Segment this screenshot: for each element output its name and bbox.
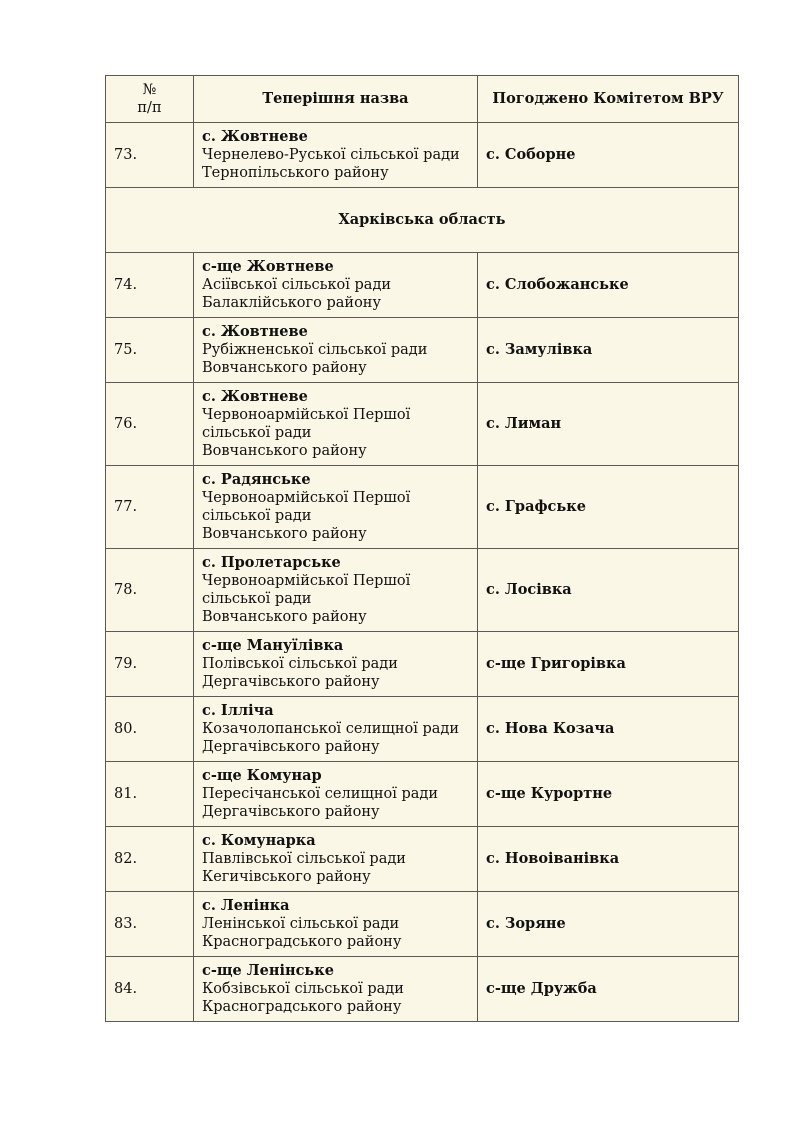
table-row	[106, 697, 739, 762]
header-number-symbol: №	[142, 82, 157, 98]
header-current-name: Теперішня назва	[194, 76, 478, 123]
table-row	[106, 827, 739, 892]
detail-line: Вовчанського району	[202, 360, 367, 376]
current-name: с-ще Комунар	[202, 767, 322, 784]
current-name-cell	[194, 632, 478, 697]
row-number: 76.	[106, 383, 194, 466]
header-number-abbr: п/п	[137, 100, 162, 116]
current-name-cell	[194, 549, 478, 632]
table-row	[106, 892, 739, 957]
current-name-cell	[194, 762, 478, 827]
detail-line: Рубіжненської сільської ради	[202, 342, 428, 358]
council-line: Чернелево-Руської сільської ради	[202, 147, 460, 163]
row-number: 84.	[106, 957, 194, 1022]
detail-line: Пересічанської селищної ради	[202, 786, 439, 802]
approved-name: с-ще Григорівка	[478, 632, 739, 697]
row-number: 81.	[106, 762, 194, 827]
approved-name: с-ще Дружба	[478, 957, 739, 1022]
detail-line: Асіївської сільської ради	[202, 277, 392, 293]
detail-line: Вовчанського району	[202, 609, 367, 625]
current-name: с. Жовтневе	[202, 128, 308, 145]
current-name-cell	[194, 466, 478, 549]
table-row	[106, 549, 739, 632]
detail-line: Червоноармійської Першої	[202, 573, 411, 589]
row-number: 83.	[106, 892, 194, 957]
current-name-cell	[194, 318, 478, 383]
table-row	[106, 253, 739, 318]
current-name-cell	[194, 253, 478, 318]
current-name: с. Ленінка	[202, 897, 290, 914]
approved-name: с. Соборне	[478, 123, 739, 188]
detail-line: Червоноармійської Першої	[202, 407, 411, 423]
detail-line: Дергачівського району	[202, 674, 380, 690]
header-row	[106, 76, 739, 123]
region-title: Харківська область	[106, 188, 739, 253]
detail-line: Дергачівського району	[202, 804, 380, 820]
district-line: Тернопільського району	[202, 165, 389, 181]
detail-line: Вовчанського району	[202, 443, 367, 459]
row-number: 73.	[106, 123, 194, 188]
detail-line: Кобзівської сільської ради	[202, 981, 404, 997]
table-row	[106, 123, 739, 188]
approved-name: с. Слобожанське	[478, 253, 739, 318]
row-number: 78.	[106, 549, 194, 632]
current-name-cell	[194, 123, 478, 188]
detail-line: Червоноармійської Першої	[202, 490, 411, 506]
current-name: с-ще Ленінське	[202, 962, 334, 979]
detail-line: Ленінської сільської ради	[202, 916, 400, 932]
current-name: с. Пролетарське	[202, 554, 341, 571]
current-name-cell	[194, 957, 478, 1022]
current-name: с. Комунарка	[202, 832, 316, 849]
approved-name: с. Лиман	[478, 383, 739, 466]
current-name-cell	[194, 827, 478, 892]
region-row	[106, 188, 739, 253]
row-number: 74.	[106, 253, 194, 318]
row-number: 75.	[106, 318, 194, 383]
current-name: с-ще Мануїлівка	[202, 637, 344, 654]
detail-line: Козачолопанської селищної ради	[202, 721, 460, 737]
current-name: с. Ілліча	[202, 702, 274, 719]
detail-line: сільської ради	[202, 508, 312, 524]
current-name: с. Жовтневе	[202, 388, 308, 405]
detail-line: Дергачівського району	[202, 739, 380, 755]
row-number: 79.	[106, 632, 194, 697]
table-row	[106, 383, 739, 466]
row-number: 77.	[106, 466, 194, 549]
detail-line: сільської ради	[202, 425, 312, 441]
approved-name: с. Нова Козача	[478, 697, 739, 762]
approved-name: с. Лосівка	[478, 549, 739, 632]
approved-name: с. Новоіванівка	[478, 827, 739, 892]
detail-line: Красноградського району	[202, 999, 402, 1015]
row-number: 82.	[106, 827, 194, 892]
table-row	[106, 318, 739, 383]
current-name-cell	[194, 892, 478, 957]
current-name-cell	[194, 383, 478, 466]
table-row	[106, 762, 739, 827]
table-row	[106, 632, 739, 697]
detail-line: Павлівської сільської ради	[202, 851, 406, 867]
renaming-table	[105, 75, 739, 1022]
header-approved: Погоджено Комітетом ВРУ	[478, 76, 739, 123]
table-row	[106, 957, 739, 1022]
current-name: с-ще Жовтневе	[202, 258, 334, 275]
header-number	[106, 76, 194, 123]
approved-name: с. Графське	[478, 466, 739, 549]
approved-name: с. Замулівка	[478, 318, 739, 383]
current-name: с. Жовтневе	[202, 323, 308, 340]
current-name: с. Радянське	[202, 471, 311, 488]
detail-line: Вовчанського району	[202, 526, 367, 542]
approved-name: с-ще Курортне	[478, 762, 739, 827]
table-row	[106, 466, 739, 549]
current-name-cell	[194, 697, 478, 762]
detail-line: Полівської сільської ради	[202, 656, 398, 672]
detail-line: Красноградського району	[202, 934, 402, 950]
row-number: 80.	[106, 697, 194, 762]
approved-name: с. Зоряне	[478, 892, 739, 957]
detail-line: Кегичівського району	[202, 869, 371, 885]
detail-line: Балаклійського району	[202, 295, 381, 311]
detail-line: сільської ради	[202, 591, 312, 607]
